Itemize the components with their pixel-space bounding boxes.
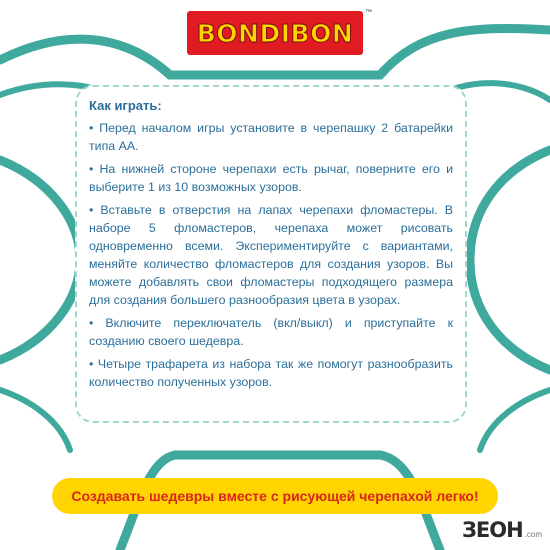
- watermark-text: ЗЕОН: [461, 518, 523, 542]
- trademark-symbol: ™: [365, 9, 372, 16]
- instructions-card: [75, 85, 467, 423]
- instruction-item: • Перед началом игры установите в черепашку 2 батарейки типа АА.: [89, 121, 453, 153]
- store-watermark: [462, 518, 542, 542]
- slogan-text: Создавать шедевры вместе с рисующей черепахой легко!: [71, 488, 479, 504]
- instruction-item: • На нижней стороне черепахи есть рычаг, поверните его и выберите 1 из 10 возможных узоров.: [89, 162, 453, 194]
- instruction-item: • Вставьте в отверстия на лапах черепахи фломастеры. В наборе 5 фломастеров, черепаха может рисовать одновременно всеми. Экспериментируйте с вариантами, меняйте количество фломастеров для создания узоров. Вы можете добавлять свои фломастеры подходящего размера для создания большего разнообразия цвета в узорах.: [89, 203, 453, 307]
- instruction-item: • Включите переключатель (вкл/выкл) и приступайте к созданию своего шедевра.: [89, 316, 453, 348]
- watermark-domain: .com: [524, 530, 542, 539]
- instruction-item: • Четыре трафарета из набора так же помогут разнообразить количество полученных узоров.: [89, 357, 453, 389]
- instructions-heading: Как играть:: [89, 98, 162, 113]
- brand-logo: [187, 9, 372, 55]
- brand-logo-text: BONDIBON: [196, 18, 354, 48]
- slogan-banner: [52, 478, 498, 514]
